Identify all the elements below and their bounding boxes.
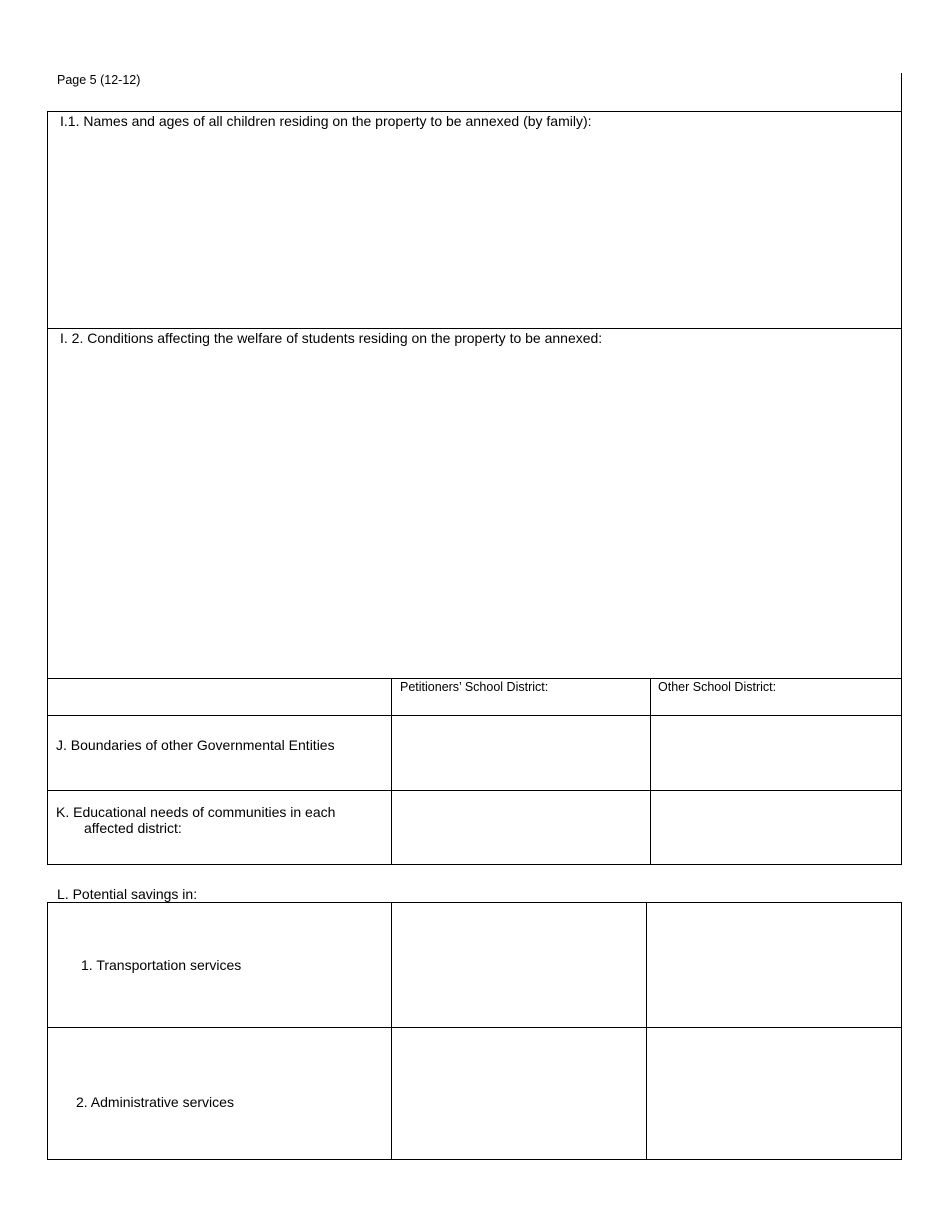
row-j-label: J. Boundaries of other Governmental Entities — [56, 737, 335, 753]
savings-row1-label-cell — [47, 902, 392, 1028]
section-i1-label: I.1. Names and ages of all children residing on the property to be annexed (by family): — [60, 113, 592, 129]
row-k-label-line1: K. Educational needs of communities in each — [56, 804, 336, 820]
savings-row1-other-cell[interactable] — [646, 902, 902, 1028]
table-left-edge-top — [47, 678, 48, 716]
page-number: Page 5 (12-12) — [57, 73, 141, 87]
savings-row1-petitioners-cell[interactable] — [391, 902, 647, 1028]
savings-heading: L. Potential savings in: — [57, 886, 198, 902]
row-k-label-line2: affected district: — [84, 820, 182, 836]
savings-row2-label: 2. Administrative services — [76, 1094, 234, 1110]
row-k-other-cell[interactable] — [650, 790, 902, 865]
section-i1-box — [47, 111, 902, 329]
row-j-petitioners-cell[interactable] — [391, 715, 651, 791]
savings-row1-label: 1. Transportation services — [81, 957, 242, 973]
col-header-other — [650, 678, 902, 716]
section-i1-input-area[interactable] — [56, 134, 893, 322]
right-margin-rule — [901, 73, 902, 111]
row-j-other-cell[interactable] — [650, 715, 902, 791]
row-j-label-cell — [47, 715, 392, 791]
section-i2-label: I. 2. Conditions affecting the welfare of students residing on the property to be annexed: — [60, 330, 603, 346]
section-i2-box — [47, 328, 902, 679]
petitioners-district-header: Petitioners’ School District: — [400, 680, 549, 694]
row-k-label-cell — [47, 790, 392, 865]
other-district-header: Other School District: — [658, 680, 777, 694]
row-k-petitioners-cell[interactable] — [391, 790, 651, 865]
savings-row2-petitioners-cell[interactable] — [391, 1027, 647, 1160]
col-header-petitioners — [391, 678, 651, 716]
section-i2-input-area[interactable] — [56, 351, 893, 672]
savings-row2-other-cell[interactable] — [646, 1027, 902, 1160]
savings-row2-label-cell — [47, 1027, 392, 1160]
